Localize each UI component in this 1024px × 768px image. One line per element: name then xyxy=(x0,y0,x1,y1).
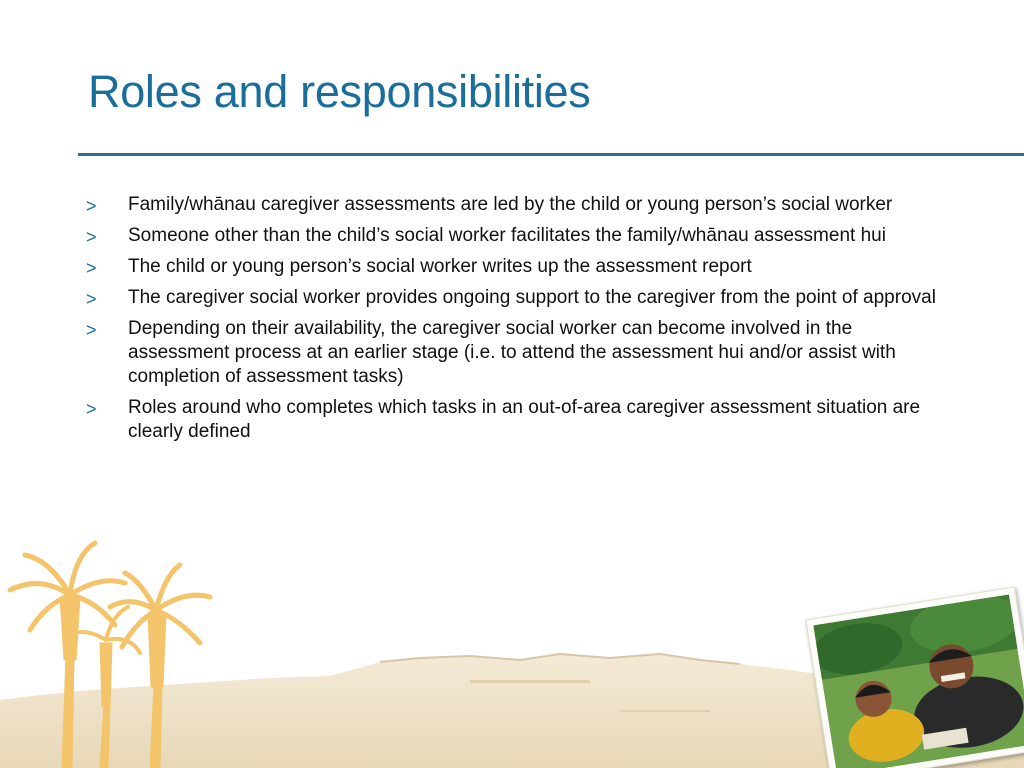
slide-title: Roles and responsibilities xyxy=(88,66,591,117)
bullet-marker-icon: > xyxy=(86,258,97,278)
family-photo xyxy=(805,586,1024,768)
bullet-item xyxy=(86,286,946,310)
bullet-item xyxy=(86,224,946,248)
title-divider xyxy=(78,153,1024,156)
father-and-child-photo xyxy=(813,594,1024,768)
palm-trees-illustration xyxy=(0,535,240,768)
bullet-text: Family/whānau caregiver assessments are led by the child or young person’s social worker xyxy=(128,194,893,215)
bullet-marker-icon: > xyxy=(86,289,97,309)
bullet-item xyxy=(86,396,946,444)
bullet-text: The child or young person’s social worker writes up the assessment report xyxy=(128,256,752,277)
bullet-item xyxy=(86,193,946,217)
bullet-item xyxy=(86,255,946,279)
bullet-text: The caregiver social worker provides ongoing support to the caregiver from the point of approval xyxy=(128,287,936,308)
bullet-text: Someone other than the child’s social worker facilitates the family/whānau assessment hui xyxy=(128,225,886,246)
bullet-text: Roles around who completes which tasks in an out-of-area caregiver assessment situation are clearly defined xyxy=(128,397,921,442)
bullet-item xyxy=(86,317,946,389)
bullet-text: Depending on their availability, the caregiver social worker can become involved in the assessment process at an earlier stage (i.e. to attend the assessment hui and/or assist with completion of assessment tasks) xyxy=(128,318,896,387)
bullet-list xyxy=(86,193,946,451)
bullet-marker-icon: > xyxy=(86,227,97,247)
bullet-marker-icon: > xyxy=(86,196,97,216)
bullet-marker-icon: > xyxy=(86,399,97,419)
bullet-marker-icon: > xyxy=(86,320,97,340)
